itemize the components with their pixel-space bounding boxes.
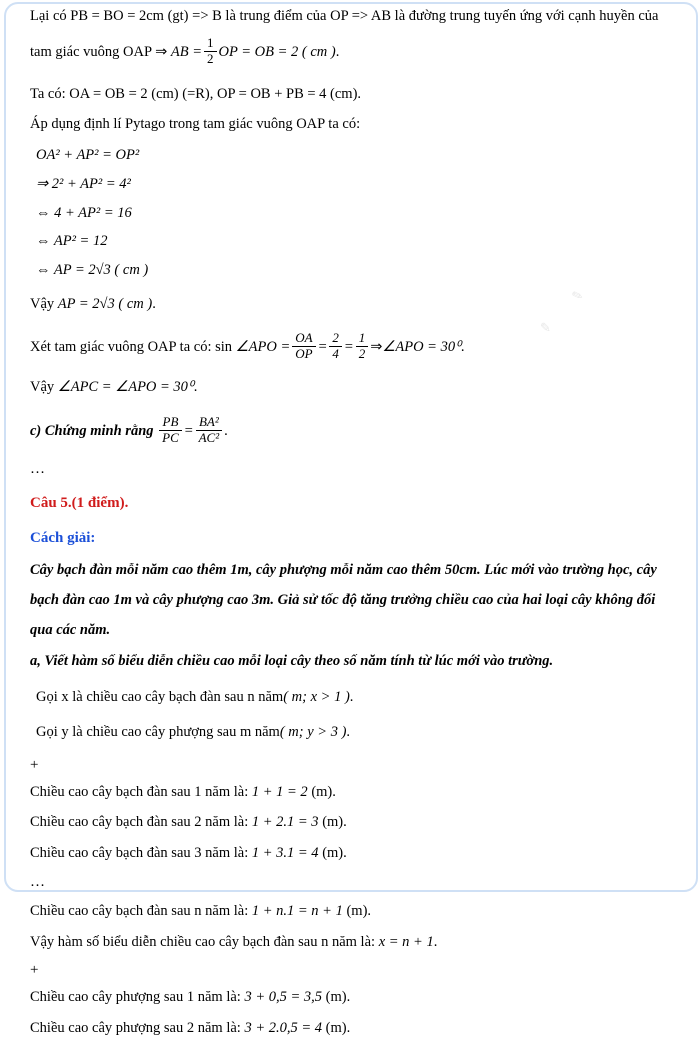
bach-dan-fn-math: x = n + 1 (378, 933, 434, 950)
paragraph-oa-ob (30, 84, 678, 106)
fraction-two: 2 (329, 331, 342, 347)
problem-line-1-text: Cây bạch đàn mỗi năm cao thêm 1m, cây phượng mỗi năm cao thêm 50cm. Lúc mới vào trường học, cây (30, 562, 657, 579)
phuong-1-unit: (m). (325, 989, 351, 1006)
bach-dan-2-unit: (m). (322, 814, 347, 831)
paragraph-ap-result (30, 294, 678, 316)
equation-1-text: OA² + AP² = OP² (36, 147, 140, 164)
fraction-four: 4 (332, 345, 339, 361)
equation-4-text: ⇔ AP² = 12 (36, 233, 108, 250)
define-y-text: Gọi y là chiều cao cây phượng sau m năm (36, 723, 280, 740)
fraction-ac2: AC² (198, 430, 220, 446)
bach-dan-1-text: Chiều cao cây bạch đàn sau 1 năm là: (30, 783, 252, 800)
paragraph-part-c (30, 416, 678, 447)
bach-dan-year-n (30, 901, 678, 923)
bach-dan-year-1 (30, 782, 678, 804)
phuong-1-math: 3 + 0,5 = 3,5 (244, 989, 323, 1006)
fraction-op: OP (295, 345, 313, 361)
fraction-numerator: 1 (204, 36, 217, 52)
bach-dan-3-math: 1 + 3.1 = 4 (251, 845, 319, 862)
fraction-pb: PB (159, 415, 182, 431)
paragraph-sin-apo (30, 329, 678, 363)
cau-5-text: Câu 5.(1 điểm). (30, 495, 129, 512)
question-part-a (30, 651, 678, 673)
paragraph-pb-bo-text: Lại có PB = BO = 2cm (gt) => B là trung điểm của OP => AB là đường trung tuyến ứng với cạnh huyền của (30, 8, 659, 24)
equation-pytago-2 (36, 174, 678, 196)
problem-statement-line-2 (30, 590, 678, 612)
watermark-mark-2: ✎ (540, 320, 551, 335)
bach-dan-year-3 (30, 843, 678, 865)
equation-5-text: ⇔ AP = 2√3 ( cm ) (36, 262, 149, 279)
plus-1-text: + (30, 756, 39, 773)
bach-dan-1-math: 1 + 1 = 2 (251, 783, 308, 800)
define-x-text: Gọi x là chiều cao cây bạch đàn sau n năm (36, 689, 284, 706)
fraction-oa: OA (292, 331, 315, 347)
phuong-2-unit: (m). (325, 1020, 351, 1037)
bach-dan-3-text: Chiều cao cây bạch đàn sau 3 năm là: (30, 845, 252, 862)
phuong-1-text: Chiều cao cây phượng sau 1 năm là: (30, 989, 245, 1006)
solution-define-x (36, 687, 678, 709)
implies-arrow: ⇒ (155, 43, 168, 60)
paragraph-pb-bo (30, 6, 678, 28)
part-c-equals: = (183, 423, 194, 440)
fraction-pb-pc (159, 415, 182, 446)
problem-statement-line-3 (30, 620, 678, 642)
ap-result-suffix: . (152, 295, 156, 312)
cach-giai-text: Cách giải: (30, 529, 96, 546)
fraction-ba2: BA² (196, 415, 223, 431)
ap-result-prefix: Vậy (30, 295, 58, 312)
ap-result-math: AP = 2√3 ( cm ) (57, 295, 153, 312)
equation-pytago-1 (36, 145, 678, 167)
equation-2-text: ⇒ 2² + AP² = 4² (36, 175, 131, 192)
triangle-text: tam giác vuông OAP (30, 43, 156, 60)
angle-apo-label: ∠APO = (235, 338, 291, 355)
fraction-one-half-2 (356, 331, 369, 362)
apc-math: ∠APC = ∠APO = 30⁰ (57, 378, 194, 395)
sin-apo-period: . (460, 338, 465, 355)
fraction-pc: PC (162, 430, 179, 446)
equals-1: = (317, 338, 328, 355)
fraction-two-2: 2 (358, 345, 366, 361)
ab-period: . (335, 43, 340, 60)
equals-2: = (343, 338, 354, 355)
equation-pytago-3 (36, 203, 678, 225)
bach-dan-function (30, 932, 678, 954)
bach-dan-year-2 (30, 812, 678, 834)
plus-2-text: + (30, 962, 39, 979)
equation-3-text: ⇔ 4 + AP² = 16 (36, 204, 132, 221)
problem-statement-line-1 (30, 560, 678, 582)
phuong-2-text: Chiều cao cây phượng sau 2 năm là: (30, 1020, 245, 1037)
ellipsis-1-text: … (30, 461, 46, 478)
heading-cau-5 (30, 492, 678, 515)
paragraph-oa-ob-text: Ta có: OA = OB = 2 (cm) (=R), OP = OB + PB = 4 (cm). (30, 85, 362, 102)
fraction-one: 1 (356, 331, 369, 347)
fraction-ba2-ac2 (196, 415, 223, 446)
define-y-suffix: . (346, 723, 351, 740)
bach-dan-n-math: 1 + n.1 = n + 1 (251, 902, 343, 919)
apc-suffix: . (193, 378, 198, 395)
problem-line-2-text: bạch đàn cao 1m và cây phượng cao 3m. Giả sử tốc độ tăng trưởng chiều cao của hai loại cây không đổi (30, 591, 656, 608)
fraction-oa-op (292, 331, 315, 362)
define-x-suffix: . (349, 689, 354, 706)
angle-apo-result: ∠APO = 30⁰ (382, 338, 461, 355)
phuong-2-math: 3 + 2.0,5 = 4 (244, 1020, 323, 1037)
phuong-year-1 (30, 987, 678, 1009)
ellipsis-1 (30, 461, 678, 478)
define-x-math: ( m; x > 1 ) (283, 689, 350, 706)
fraction-two-fourths (329, 331, 342, 362)
paragraph-apc-result (30, 377, 678, 399)
ellipsis-2-text: … (30, 873, 46, 890)
equation-pytago-4 (36, 231, 678, 253)
question-a-text: a, Viết hàm số biểu diễn chiều cao mỗi loại cây theo số năm tính từ lúc mới vào trường. (30, 653, 554, 670)
solution-define-y (36, 722, 678, 744)
equation-pytago-5 (36, 260, 678, 282)
bach-dan-2-math: 1 + 2.1 = 3 (251, 814, 319, 831)
bach-dan-n-text: Chiều cao cây bạch đàn sau n năm là: (30, 902, 252, 919)
bach-dan-1-unit: (m). (311, 783, 336, 800)
bach-dan-2-text: Chiều cao cây bạch đàn sau 2 năm là: (30, 814, 252, 831)
watermark-mark-1: ✎ (569, 286, 585, 305)
ab-equation-left: AB = (170, 43, 203, 60)
paragraph-triangle-median (30, 34, 678, 68)
bach-dan-fn-suffix: . (433, 933, 438, 950)
bach-dan-n-unit: (m). (346, 902, 372, 919)
part-c-suffix: . (224, 423, 228, 440)
apc-prefix: Vậy (30, 378, 58, 395)
implies-arrow-2: ⇒ (370, 338, 383, 355)
ab-equation-right: OP = OB = 2 (218, 43, 299, 60)
define-y-math: ( m; y > 3 ) (279, 723, 347, 740)
sin-apo-text: Xét tam giác vuông OAP ta có: sin (30, 338, 236, 355)
heading-cach-giai (30, 527, 678, 550)
part-c-label: c) Chứng minh rằng (30, 423, 158, 440)
plus-marker-1 (30, 757, 678, 774)
bach-dan-fn-text: Vậy hàm số biểu diễn chiều cao cây bạch đàn sau n năm là: (30, 933, 379, 950)
paragraph-pytago-text: Áp dụng định lí Pytago trong tam giác vuông OAP ta có: (30, 116, 361, 133)
paragraph-pytago-intro (30, 114, 678, 136)
ellipsis-2 (30, 874, 678, 891)
plus-marker-2 (30, 962, 678, 979)
phuong-year-2 (30, 1018, 678, 1040)
fraction-denominator: 2 (207, 50, 214, 66)
ab-unit: ( cm ) (301, 43, 336, 60)
fraction-one-half (204, 36, 217, 67)
bach-dan-3-unit: (m). (322, 845, 347, 862)
problem-line-3-text: qua các năm. (30, 621, 111, 638)
